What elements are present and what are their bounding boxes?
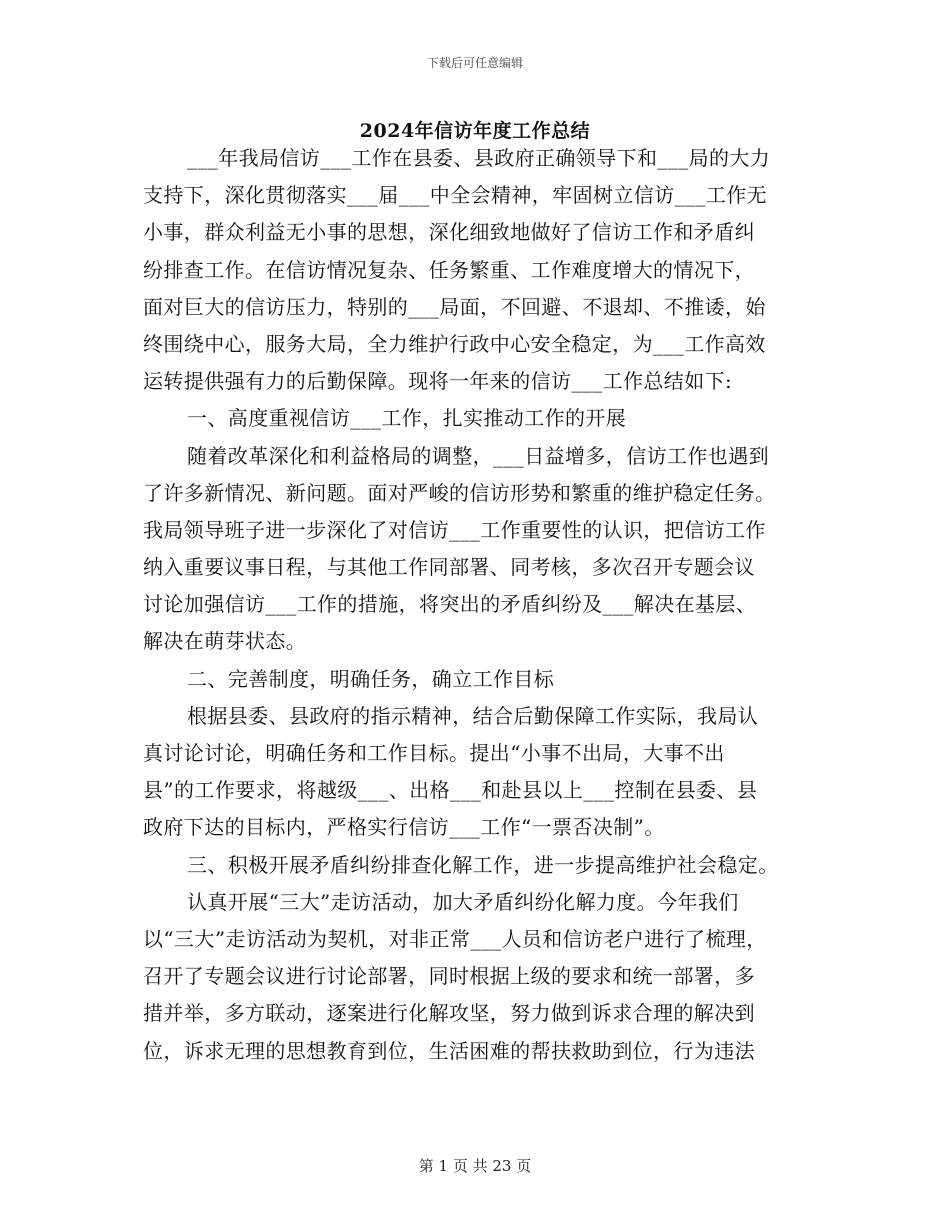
body-line: 支持下，深化贯彻落实___届___中全会精神，牢固树立信访___工作无 — [143, 183, 767, 208]
body-line: 纳入重要议事日程，与其他工作同部署、同考核，多次召开专题会议 — [143, 555, 755, 580]
body-line: 面对巨大的信访压力，特别的___局面，不回避、不退却、不推诿，始 — [143, 294, 766, 319]
body-line: 以“三大”走访活动为契机，对非正常___人员和信访老户进行了梳理， — [143, 926, 767, 951]
body-line: 位，诉求无理的思想教育到位，生活困难的帮扶救助到位，行为违法 — [143, 1038, 755, 1063]
body-line: 政府下达的目标内，严格实行信访___工作“一票否决制”。 — [143, 815, 665, 840]
page-header-note: 下载后可任意编辑 — [426, 56, 523, 70]
page-number: 第 1 页 共 23 页 — [418, 1157, 532, 1175]
body-line: 认真开展“三大”走访活动，加大矛盾纠纷化解力度。今年我们 — [187, 889, 739, 914]
body-line: 随着改革深化和利益格局的调整，___日益增多，信访工作也遇到 — [187, 443, 769, 468]
body-line: ___年我局信访___工作在县委、县政府正确领导下和___局的大力 — [187, 146, 771, 170]
body-line: 解决在萌芽状态。 — [143, 629, 307, 654]
document-body — [143, 140, 823, 1070]
body-line: 纷排查工作。在信访情况复杂、任务繁重、工作难度增大的情况下， — [143, 257, 755, 282]
body-line: 讨论加强信访___工作的措施，将突出的矛盾纠纷及___解决在基层、 — [143, 592, 757, 617]
section-heading: 三、积极开展矛盾纠纷排查化解工作，进一步提高维护社会稳定。 — [187, 852, 779, 877]
section-heading: 二、完善制度，明确任务，确立工作目标 — [187, 666, 555, 691]
body-line: 运转提供强有力的后勤保障。现将一年来的信访___工作总结如下: — [143, 369, 733, 394]
body-line: 根据县委、县政府的指示精神，结合后勤保障工作实际，我局认 — [187, 703, 759, 728]
body-line: 真讨论讨论，明确任务和工作目标。提出“小事不出局，大事不出 — [143, 741, 725, 765]
body-line: 县”的工作要求，将越级___、出格___和赴县以上___控制在县委、县 — [143, 778, 758, 803]
body-line: 我局领导班子进一步深化了对信访___工作重要性的认识，把信访工作 — [143, 517, 766, 542]
body-line: 了许多新情况、新问题。面对严峻的信访形势和繁重的维护稳定任务。 — [143, 480, 776, 505]
section-heading: 一、高度重视信访___工作，扎实推动工作的开展 — [187, 406, 627, 431]
body-line: 措并举，多方联动，逐案进行化解攻坚，努力做到诉求合理的解决到 — [143, 1001, 755, 1026]
body-line: 召开了专题会议进行讨论部署，同时根据上级的要求和统一部署，多 — [143, 964, 755, 989]
document-title: 2024年信访年度工作总结 — [359, 120, 591, 142]
body-line: 终围绕中心，服务大局，全力维护行政中心安全稳定，为___工作高效 — [143, 331, 766, 356]
body-line: 小事，群众利益无小事的思想，深化细致地做好了信访工作和矛盾纠 — [143, 220, 755, 245]
